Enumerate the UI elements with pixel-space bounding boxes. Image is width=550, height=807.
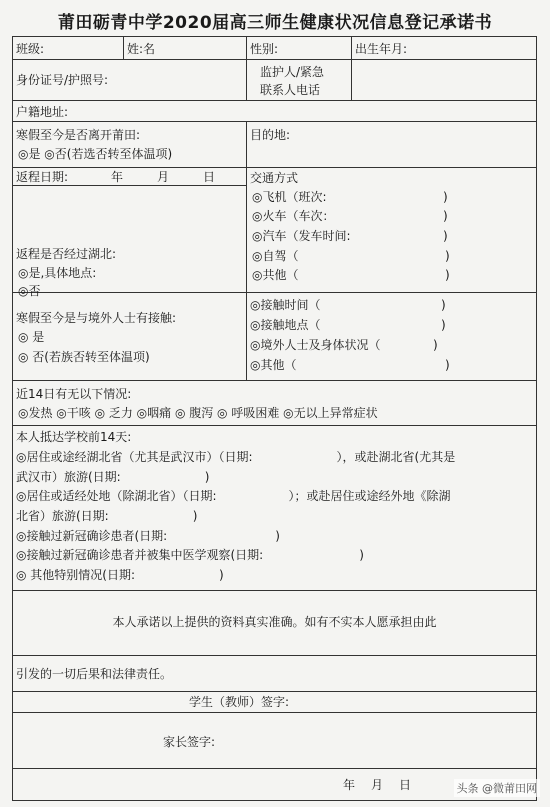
car-option[interactable]: ◎汽车（发车时间: xyxy=(252,229,351,243)
symptoms-heading: 近14日有无以下情况: xyxy=(16,387,132,401)
contact-place-close: ) xyxy=(441,318,446,332)
row-pledge xyxy=(13,591,536,656)
symptoms-options[interactable]: ◎发热 ◎干咳 ◎ 乏力 ◎咽痛 ◎ 腹泻 ◎ 呼吸困难 ◎无以上异常症状 xyxy=(18,406,378,420)
hubei-yes-option[interactable]: ◎是,具体地点: xyxy=(18,266,97,280)
plane-close: ) xyxy=(443,190,448,204)
foreign-contact-no[interactable]: ◎ 否(若族否转至体温项) xyxy=(18,350,150,364)
destination-field[interactable]: 目的地: xyxy=(250,128,291,142)
hubei-question: 返程是否经过湖北: xyxy=(16,247,117,261)
row-student-sign xyxy=(13,692,536,713)
confirmed-contact-option[interactable]: ◎接触过新冠确诊患者(日期: ) xyxy=(16,529,280,543)
return-year[interactable]: 年 xyxy=(111,170,124,184)
class-field[interactable]: 班级: xyxy=(16,42,45,56)
train-close: ) xyxy=(443,209,448,223)
row-basic-info xyxy=(13,37,536,60)
row-foreign-contact xyxy=(13,293,536,381)
row-symptoms xyxy=(13,381,536,426)
hukou-field[interactable]: 户籍地址: xyxy=(16,105,69,119)
left-putian-options[interactable]: ◎是 ◎否(若选否转至体温项) xyxy=(18,147,173,161)
guardian-phone-label-1: 监护人/紧急 xyxy=(260,65,325,79)
car-close: ) xyxy=(443,229,448,243)
fourteen-days-heading: 本人抵达学校前14天: xyxy=(16,430,132,444)
guardian-phone-label-2: 联系人电话 xyxy=(260,83,321,97)
form-title: 莆田砺青中学2020届高三师生健康状况信息登记承诺书 xyxy=(57,13,493,33)
transport-label: 交通方式 xyxy=(250,171,299,185)
sign-day[interactable]: 日 xyxy=(399,778,412,792)
hubei-no-option[interactable]: ◎否 xyxy=(18,284,41,298)
contact-time-close: ) xyxy=(441,298,446,312)
row-consequence xyxy=(13,656,536,692)
contact-place-option[interactable]: ◎接触地点（ xyxy=(250,318,321,332)
return-date-label: 返程日期: xyxy=(16,170,69,184)
parent-signature-field[interactable]: 家长签字: xyxy=(163,735,216,749)
self-drive-option[interactable]: ◎自驾（ xyxy=(252,249,299,263)
consequence-text: 引发的一切后果和法律责任。 xyxy=(16,667,173,681)
special-situation-option[interactable]: ◎ 其他特别情况(日期: ) xyxy=(16,568,224,582)
return-day[interactable]: 日 xyxy=(203,170,216,184)
foreign-contact-question: 寒假至今是与境外人士有接触: xyxy=(16,311,177,325)
contact-time-option[interactable]: ◎接触时间（ xyxy=(250,298,321,312)
return-month[interactable]: 月 xyxy=(157,170,170,184)
plane-option[interactable]: ◎飞机（班次: xyxy=(252,190,327,204)
source-watermark: 头条 @微莆田网 xyxy=(454,779,541,797)
row-left-putian xyxy=(13,122,536,168)
other-area-line1[interactable]: ◎居住或适经处地（除湖北省）（日期: ）；或赴居住或途经外地《除湖 xyxy=(16,489,451,503)
other-area-line2: 北省）旅游(日期: ) xyxy=(16,509,198,523)
birth-field[interactable]: 出生年月: xyxy=(355,42,408,56)
registration-form xyxy=(12,36,537,801)
row-parent-sign xyxy=(13,713,536,769)
student-signature-field[interactable]: 学生（教师）签字: xyxy=(189,695,290,709)
row-hukou xyxy=(13,101,536,122)
name-field[interactable]: 姓:名 xyxy=(127,42,156,56)
row-id xyxy=(13,60,536,101)
sign-year[interactable]: 年 xyxy=(343,778,356,792)
self-drive-close: ) xyxy=(445,249,450,263)
sign-month[interactable]: 月 xyxy=(371,778,384,792)
hubei-stay-line2: 武汉市）旅游(日期: ) xyxy=(16,470,210,484)
hubei-stay-line1[interactable]: ◎居住或途经湖北省（尤其是武汉市）（日期: ），或赴湖北省(尤其是 xyxy=(16,450,456,464)
foreign-contact-yes[interactable]: ◎ 是 xyxy=(18,330,45,344)
gender-field[interactable]: 性别: xyxy=(250,42,279,56)
pledge-text: 本人承诺以上提供的资料真实准确。如有不实本人愿承担由此 xyxy=(112,615,437,629)
contact-other-option[interactable]: ◎其他（ xyxy=(250,358,297,372)
left-putian-question: 寒假至今是否离开莆田: xyxy=(16,128,141,142)
other-transport-option[interactable]: ◎共他（ xyxy=(252,268,299,282)
foreign-status-option[interactable]: ◎境外人士及身体状况（ xyxy=(250,338,381,352)
row-return-transport xyxy=(13,168,536,298)
row-14-days xyxy=(13,426,536,591)
train-option[interactable]: ◎火车（车次： xyxy=(252,209,335,223)
other-transport-close: ) xyxy=(445,268,450,282)
foreign-status-close: ) xyxy=(433,338,438,352)
id-field[interactable]: 身份证号/护照号: xyxy=(16,73,109,87)
contact-other-close: ) xyxy=(445,358,450,372)
quarantine-contact-option[interactable]: ◎接触过新冠确诊患者并被集中医学观察(日期: ) xyxy=(16,548,364,562)
